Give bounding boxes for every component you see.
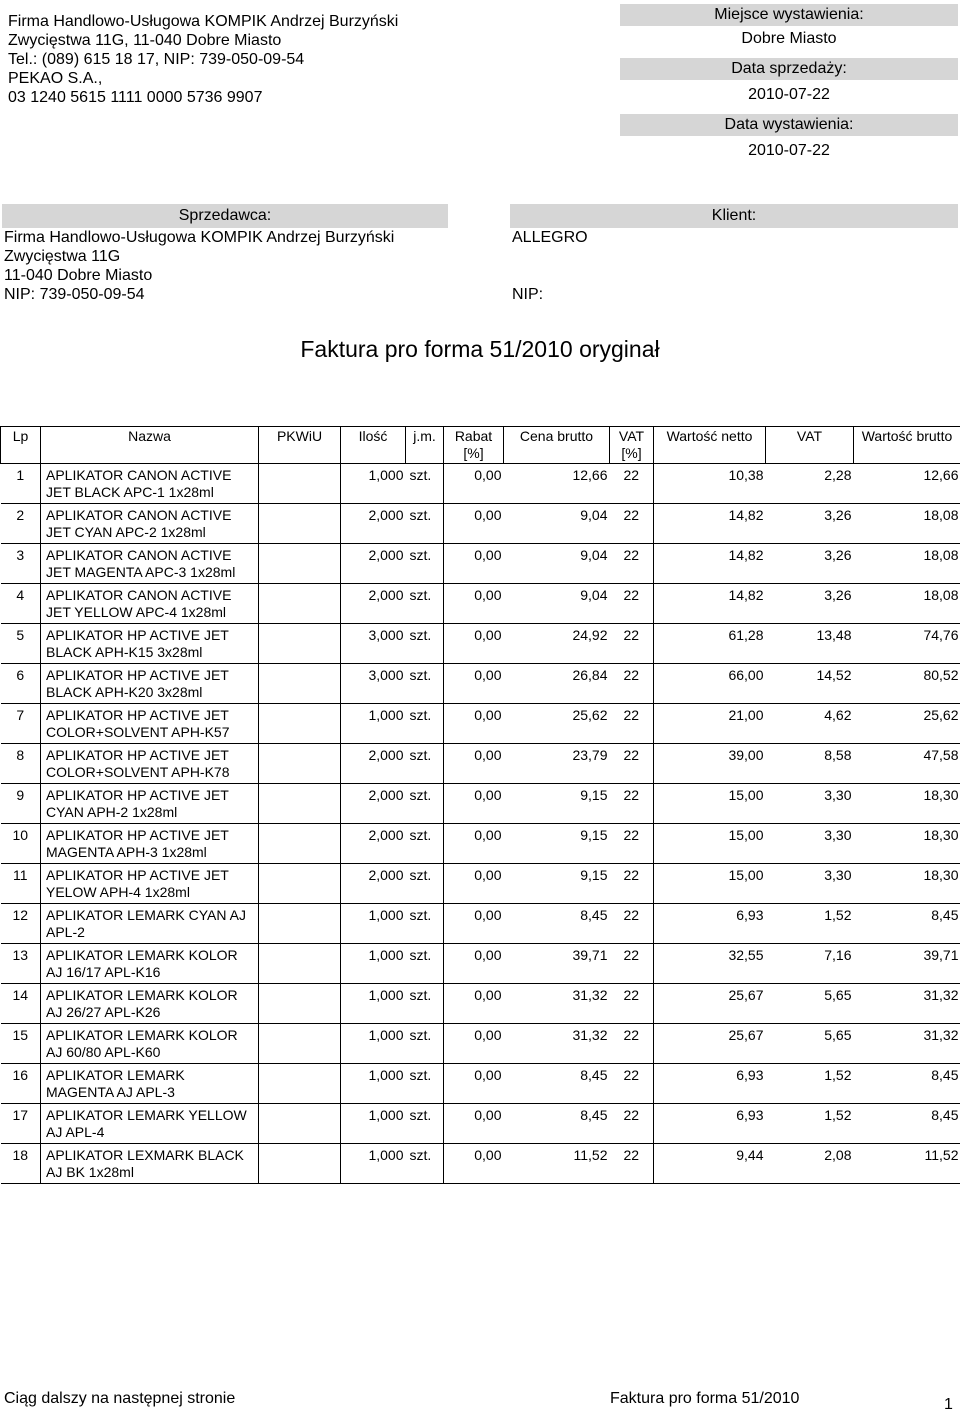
document-title: Faktura pro forma 51/2010 oryginał — [0, 336, 960, 363]
cell-vat-rate: 22 — [610, 784, 654, 824]
cell-vat-rate: 22 — [610, 864, 654, 904]
cell-netto: 14,82 — [654, 544, 766, 584]
seller-label: Sprzedawca: — [2, 204, 448, 228]
cell-pkwiu — [259, 584, 341, 624]
issue-date-block — [620, 114, 958, 166]
cell-pkwiu — [259, 704, 341, 744]
cell-qty: 2,000 — [341, 504, 406, 544]
cell-brutto: 11,52 — [854, 1144, 960, 1184]
cell-vat: 2,08 — [766, 1144, 854, 1184]
cell-vat-rate: 22 — [610, 1104, 654, 1144]
cell-name: APLIKATOR HP ACTIVE JET COLOR+SOLVENT APH-K78 — [41, 744, 259, 784]
cell-name: APLIKATOR CANON ACTIVE JET MAGENTA APC-3 1x28ml — [41, 544, 259, 584]
sale-date-value: 2010-07-22 — [620, 80, 958, 110]
cell-vat: 13,48 — [766, 624, 854, 664]
col-header-nazwa: Nazwa — [41, 427, 259, 464]
cell-vat: 3,30 — [766, 864, 854, 904]
invoice-items-table — [0, 426, 960, 1184]
col-header-netto: Wartość netto — [654, 427, 766, 464]
cell-pkwiu — [259, 944, 341, 984]
cell-netto: 6,93 — [654, 1104, 766, 1144]
cell-qty: 2,000 — [341, 824, 406, 864]
cell-vat-rate: 22 — [610, 904, 654, 944]
client-name: ALLEGRO — [510, 228, 958, 247]
cell-brutto: 47,58 — [854, 744, 960, 784]
cell-name: APLIKATOR LEMARK KOLOR AJ 16/17 APL-K16 — [41, 944, 259, 984]
table-row — [1, 1024, 960, 1064]
cell-brutto: 80,52 — [854, 664, 960, 704]
table-row — [1, 544, 960, 584]
cell-brutto: 18,30 — [854, 824, 960, 864]
cell-rabat: 0,00 — [444, 864, 504, 904]
cell-name: APLIKATOR CANON ACTIVE JET BLACK APC-1 1x28ml — [41, 464, 259, 504]
cell-rabat: 0,00 — [444, 1104, 504, 1144]
cell-rabat: 0,00 — [444, 504, 504, 544]
cell-name: APLIKATOR HP ACTIVE JET BLACK APH-K15 3x28ml — [41, 624, 259, 664]
cell-netto: 14,82 — [654, 584, 766, 624]
cell-lp: 2 — [1, 504, 41, 544]
cell-cena: 11,52 — [504, 1144, 610, 1184]
cell-lp: 10 — [1, 824, 41, 864]
cell-rabat: 0,00 — [444, 784, 504, 824]
cell-vat-rate: 22 — [610, 1144, 654, 1184]
table-row — [1, 464, 960, 504]
cell-qty: 2,000 — [341, 584, 406, 624]
cell-vat: 1,52 — [766, 904, 854, 944]
sale-date-label: Data sprzedaży: — [620, 58, 958, 80]
cell-vat-rate: 22 — [610, 624, 654, 664]
cell-qty: 2,000 — [341, 544, 406, 584]
cell-vat: 4,62 — [766, 704, 854, 744]
cell-netto: 32,55 — [654, 944, 766, 984]
table-row — [1, 1104, 960, 1144]
cell-netto: 25,67 — [654, 1024, 766, 1064]
cell-netto: 10,38 — [654, 464, 766, 504]
seller-line: Zwycięstwa 11G — [4, 247, 448, 266]
cell-lp: 7 — [1, 704, 41, 744]
page-number: 1 — [944, 1396, 953, 1414]
cell-rabat: 0,00 — [444, 1024, 504, 1064]
table-row — [1, 1064, 960, 1104]
cell-unit: szt. — [406, 504, 444, 544]
cell-netto: 66,00 — [654, 664, 766, 704]
sale-date-block — [620, 58, 958, 110]
cell-vat-rate: 22 — [610, 584, 654, 624]
cell-vat-rate: 22 — [610, 704, 654, 744]
cell-unit: szt. — [406, 584, 444, 624]
cell-name: APLIKATOR CANON ACTIVE JET CYAN APC-2 1x28ml — [41, 504, 259, 544]
cell-pkwiu — [259, 784, 341, 824]
cell-netto: 25,67 — [654, 984, 766, 1024]
seller-header — [8, 12, 398, 107]
cell-unit: szt. — [406, 744, 444, 784]
table-row — [1, 824, 960, 864]
cell-cena: 8,45 — [504, 1104, 610, 1144]
cell-rabat: 0,00 — [444, 704, 504, 744]
cell-vat-rate: 22 — [610, 944, 654, 984]
cell-vat-rate: 22 — [610, 1024, 654, 1064]
seller-line: Firma Handlowo-Usługowa KOMPIK Andrzej Burzyński — [4, 228, 448, 247]
cell-lp: 8 — [1, 744, 41, 784]
cell-rabat: 0,00 — [444, 664, 504, 704]
cell-brutto: 39,71 — [854, 944, 960, 984]
cell-pkwiu — [259, 464, 341, 504]
cell-rabat: 0,00 — [444, 544, 504, 584]
table-row — [1, 904, 960, 944]
cell-vat-rate: 22 — [610, 984, 654, 1024]
cell-brutto: 18,30 — [854, 864, 960, 904]
cell-name: APLIKATOR LEXMARK BLACK AJ BK 1x28ml — [41, 1144, 259, 1184]
cell-pkwiu — [259, 624, 341, 664]
cell-vat-rate: 22 — [610, 1064, 654, 1104]
col-header-ilosc: Ilość — [341, 427, 406, 464]
cell-cena: 39,71 — [504, 944, 610, 984]
cell-pkwiu — [259, 984, 341, 1024]
table-row — [1, 1144, 960, 1184]
cell-rabat: 0,00 — [444, 984, 504, 1024]
cell-vat: 3,26 — [766, 584, 854, 624]
cell-qty: 2,000 — [341, 864, 406, 904]
cell-lp: 12 — [1, 904, 41, 944]
table-row — [1, 504, 960, 544]
cell-brutto: 74,76 — [854, 624, 960, 664]
cell-qty: 1,000 — [341, 944, 406, 984]
table-row — [1, 864, 960, 904]
cell-netto: 15,00 — [654, 824, 766, 864]
cell-pkwiu — [259, 824, 341, 864]
seller-line: NIP: 739-050-09-54 — [4, 285, 448, 304]
cell-name: APLIKATOR LEMARK CYAN AJ APL-2 — [41, 904, 259, 944]
cell-qty: 1,000 — [341, 704, 406, 744]
footer-doc-ref: Faktura pro forma 51/2010 — [610, 1390, 799, 1408]
table-row — [1, 744, 960, 784]
col-header-lp: Lp — [1, 427, 41, 464]
cell-netto: 15,00 — [654, 784, 766, 824]
cell-cena: 9,04 — [504, 544, 610, 584]
cell-netto: 61,28 — [654, 624, 766, 664]
cell-vat: 3,26 — [766, 544, 854, 584]
cell-vat: 2,28 — [766, 464, 854, 504]
cell-vat: 5,65 — [766, 984, 854, 1024]
table-row — [1, 624, 960, 664]
cell-cena: 9,04 — [504, 504, 610, 544]
cell-name: APLIKATOR HP ACTIVE JET YELOW APH-4 1x28ml — [41, 864, 259, 904]
cell-netto: 21,00 — [654, 704, 766, 744]
cell-vat: 1,52 — [766, 1104, 854, 1144]
cell-unit: szt. — [406, 864, 444, 904]
cell-pkwiu — [259, 864, 341, 904]
cell-vat: 5,65 — [766, 1024, 854, 1064]
cell-cena: 9,15 — [504, 824, 610, 864]
cell-lp: 4 — [1, 584, 41, 624]
issue-place-label: Miejsce wystawienia: — [620, 4, 958, 26]
cell-unit: szt. — [406, 944, 444, 984]
table-row — [1, 704, 960, 744]
cell-lp: 17 — [1, 1104, 41, 1144]
cell-lp: 5 — [1, 624, 41, 664]
cell-lp: 18 — [1, 1144, 41, 1184]
table-header-row — [1, 427, 960, 464]
cell-netto: 6,93 — [654, 904, 766, 944]
cell-rabat: 0,00 — [444, 904, 504, 944]
cell-name: APLIKATOR HP ACTIVE JET COLOR+SOLVENT APH-K57 — [41, 704, 259, 744]
cell-unit: szt. — [406, 1024, 444, 1064]
seller-header-line: Zwycięstwa 11G, 11-040 Dobre Miasto — [8, 31, 398, 50]
cell-name: APLIKATOR LEMARK YELLOW AJ APL-4 — [41, 1104, 259, 1144]
cell-rabat: 0,00 — [444, 624, 504, 664]
cell-qty: 1,000 — [341, 984, 406, 1024]
cell-unit: szt. — [406, 904, 444, 944]
cell-pkwiu — [259, 744, 341, 784]
cell-vat: 1,52 — [766, 1064, 854, 1104]
cell-cena: 9,04 — [504, 584, 610, 624]
cell-unit: szt. — [406, 704, 444, 744]
cell-pkwiu — [259, 664, 341, 704]
cell-vat: 14,52 — [766, 664, 854, 704]
cell-brutto: 8,45 — [854, 1104, 960, 1144]
cell-vat-rate: 22 — [610, 664, 654, 704]
cell-qty: 1,000 — [341, 1104, 406, 1144]
col-header-vat: VAT — [766, 427, 854, 464]
cell-netto: 14,82 — [654, 504, 766, 544]
col-header-rabat: Rabat [%] — [444, 427, 504, 464]
cell-unit: szt. — [406, 664, 444, 704]
col-header-cena: Cena brutto — [504, 427, 610, 464]
cell-qty: 3,000 — [341, 664, 406, 704]
cell-netto: 39,00 — [654, 744, 766, 784]
cell-cena: 9,15 — [504, 784, 610, 824]
cell-pkwiu — [259, 1024, 341, 1064]
cell-pkwiu — [259, 1144, 341, 1184]
cell-vat: 3,26 — [766, 504, 854, 544]
cell-rabat: 0,00 — [444, 824, 504, 864]
cell-vat: 8,58 — [766, 744, 854, 784]
cell-rabat: 0,00 — [444, 1064, 504, 1104]
cell-brutto: 18,08 — [854, 584, 960, 624]
cell-qty: 1,000 — [341, 1024, 406, 1064]
cell-netto: 6,93 — [654, 1064, 766, 1104]
cell-brutto: 12,66 — [854, 464, 960, 504]
client-block — [510, 204, 958, 304]
cell-cena: 8,45 — [504, 1064, 610, 1104]
cell-qty: 1,000 — [341, 464, 406, 504]
col-header-brutto: Wartość brutto — [854, 427, 960, 464]
cell-vat: 7,16 — [766, 944, 854, 984]
cell-lp: 14 — [1, 984, 41, 1024]
issue-place-block — [620, 4, 958, 52]
cell-unit: szt. — [406, 984, 444, 1024]
cell-lp: 16 — [1, 1064, 41, 1104]
table-row — [1, 784, 960, 824]
issue-place-value: Dobre Miasto — [620, 26, 958, 52]
cell-vat-rate: 22 — [610, 544, 654, 584]
client-label: Klient: — [510, 204, 958, 228]
cell-vat-rate: 22 — [610, 744, 654, 784]
cell-unit: szt. — [406, 1064, 444, 1104]
cell-rabat: 0,00 — [444, 584, 504, 624]
col-header-jm: j.m. — [406, 427, 444, 464]
seller-line: 11-040 Dobre Miasto — [4, 266, 448, 285]
cell-cena: 8,45 — [504, 904, 610, 944]
seller-header-line: PEKAO S.A., — [8, 69, 398, 88]
cell-unit: szt. — [406, 1104, 444, 1144]
cell-vat-rate: 22 — [610, 824, 654, 864]
client-nip: NIP: — [510, 285, 958, 304]
cell-cena: 31,32 — [504, 984, 610, 1024]
issue-date-label: Data wystawienia: — [620, 114, 958, 136]
cell-lp: 11 — [1, 864, 41, 904]
cell-cena: 23,79 — [504, 744, 610, 784]
cell-name: APLIKATOR LEMARK KOLOR AJ 26/27 APL-K26 — [41, 984, 259, 1024]
cell-cena: 9,15 — [504, 864, 610, 904]
cell-pkwiu — [259, 504, 341, 544]
issue-date-value: 2010-07-22 — [620, 136, 958, 166]
cell-name: APLIKATOR LEMARK KOLOR AJ 60/80 APL-K60 — [41, 1024, 259, 1064]
cell-brutto: 25,62 — [854, 704, 960, 744]
cell-lp: 15 — [1, 1024, 41, 1064]
table-body — [1, 464, 960, 1184]
seller-header-line: Tel.: (089) 615 18 17, NIP: 739-050-09-54 — [8, 50, 398, 69]
col-header-pkwiu: PKWiU — [259, 427, 341, 464]
table-row — [1, 664, 960, 704]
seller-header-line: Firma Handlowo-Usługowa KOMPIK Andrzej Burzyński — [8, 12, 398, 31]
col-header-vat-rate: VAT [%] — [610, 427, 654, 464]
cell-pkwiu — [259, 1104, 341, 1144]
cell-vat: 3,30 — [766, 824, 854, 864]
cell-vat: 3,30 — [766, 784, 854, 824]
cell-name: APLIKATOR HP ACTIVE JET CYAN APH-2 1x28ml — [41, 784, 259, 824]
cell-qty: 2,000 — [341, 744, 406, 784]
cell-cena: 26,84 — [504, 664, 610, 704]
cell-name: APLIKATOR HP ACTIVE JET MAGENTA APH-3 1x28ml — [41, 824, 259, 864]
cell-unit: szt. — [406, 624, 444, 664]
table-row — [1, 584, 960, 624]
cell-qty: 1,000 — [341, 1144, 406, 1184]
cell-vat-rate: 22 — [610, 504, 654, 544]
cell-rabat: 0,00 — [444, 1144, 504, 1184]
cell-qty: 3,000 — [341, 624, 406, 664]
cell-pkwiu — [259, 904, 341, 944]
cell-cena: 24,92 — [504, 624, 610, 664]
cell-qty: 1,000 — [341, 1064, 406, 1104]
cell-rabat: 0,00 — [444, 464, 504, 504]
seller-block — [2, 204, 448, 304]
cell-brutto: 31,32 — [854, 1024, 960, 1064]
cell-netto: 15,00 — [654, 864, 766, 904]
cell-unit: szt. — [406, 824, 444, 864]
cell-vat-rate: 22 — [610, 464, 654, 504]
cell-lp: 6 — [1, 664, 41, 704]
seller-header-line: 03 1240 5615 1111 0000 5736 9907 — [8, 88, 398, 107]
cell-brutto: 8,45 — [854, 904, 960, 944]
table-row — [1, 984, 960, 1024]
cell-rabat: 0,00 — [444, 944, 504, 984]
cell-lp: 1 — [1, 464, 41, 504]
cell-lp: 9 — [1, 784, 41, 824]
cell-brutto: 18,30 — [854, 784, 960, 824]
cell-pkwiu — [259, 544, 341, 584]
cell-name: APLIKATOR CANON ACTIVE JET YELLOW APC-4 1x28ml — [41, 584, 259, 624]
cell-cena: 25,62 — [504, 704, 610, 744]
cell-name: APLIKATOR HP ACTIVE JET BLACK APH-K20 3x28ml — [41, 664, 259, 704]
cell-qty: 1,000 — [341, 904, 406, 944]
cell-unit: szt. — [406, 464, 444, 504]
cell-lp: 3 — [1, 544, 41, 584]
continued-note: Ciąg dalszy na następnej stronie — [4, 1390, 235, 1408]
cell-brutto: 8,45 — [854, 1064, 960, 1104]
cell-unit: szt. — [406, 784, 444, 824]
cell-brutto: 18,08 — [854, 544, 960, 584]
cell-qty: 2,000 — [341, 784, 406, 824]
cell-name: APLIKATOR LEMARK MAGENTA AJ APL-3 — [41, 1064, 259, 1104]
cell-rabat: 0,00 — [444, 744, 504, 784]
cell-unit: szt. — [406, 544, 444, 584]
cell-brutto: 31,32 — [854, 984, 960, 1024]
cell-unit: szt. — [406, 1144, 444, 1184]
table-row — [1, 944, 960, 984]
cell-brutto: 18,08 — [854, 504, 960, 544]
cell-cena: 31,32 — [504, 1024, 610, 1064]
cell-pkwiu — [259, 1064, 341, 1104]
cell-cena: 12,66 — [504, 464, 610, 504]
cell-netto: 9,44 — [654, 1144, 766, 1184]
cell-lp: 13 — [1, 944, 41, 984]
